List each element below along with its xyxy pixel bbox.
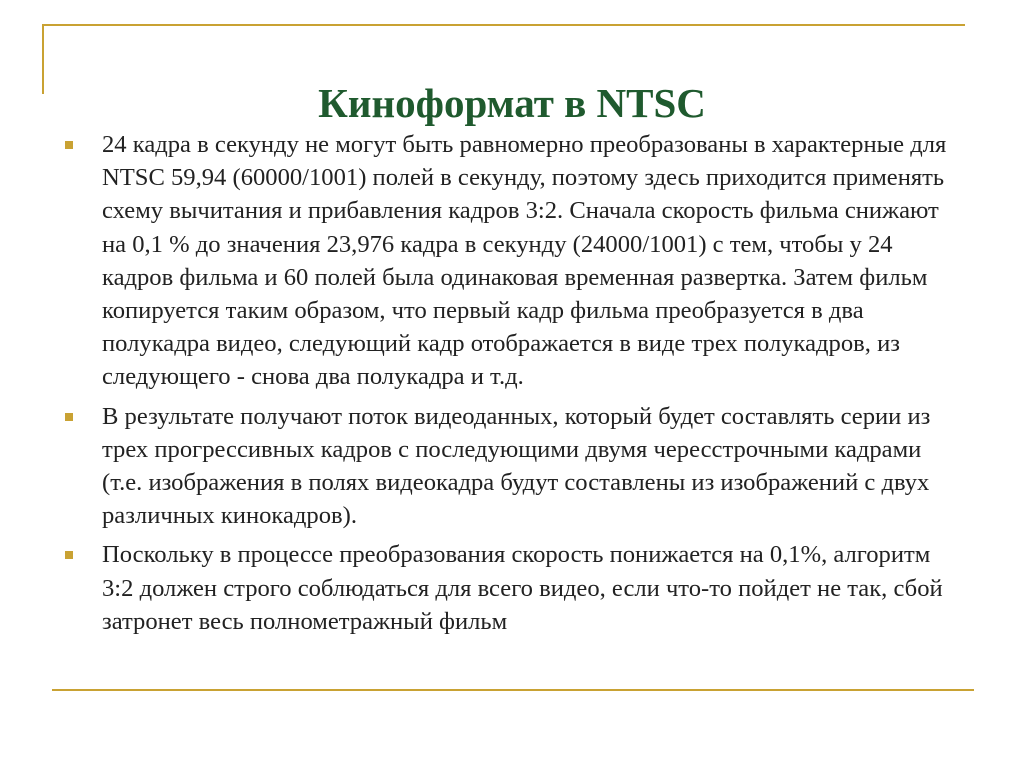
bullet-text: Поскольку в процессе преобразования скорость понижается на 0,1%, алгоритм 3:2 должен строго соблюдаться для всего видео, если что-то пойдет не так, сбой затронет весь полнометражный фильм (102, 541, 943, 635)
bullet-item (62, 400, 962, 533)
bullet-item (62, 538, 962, 638)
square-bullet-icon (65, 141, 73, 149)
top-border-line (42, 24, 965, 26)
square-bullet-icon (65, 551, 73, 559)
bullet-list (62, 128, 962, 644)
bullet-text: В результате получают поток видеоданных, который будет составлять серии из трех прогрессивных кадров с последующими двумя чересстрочными кадрами (т.е. изображения в полях видеокадра будут составлены из изображений с двух различных кинокадров). (102, 402, 931, 530)
bottom-border-line (52, 689, 974, 691)
bullet-item (62, 128, 962, 394)
bullet-text: 24 кадра в секунду не могут быть равномерно преобразованы в характерные для NTSC 59,94 (60000/1001) полей в секунду, поэтому здесь приходится применять схему вычитания и прибавления кадров 3:2. Сначала скорость фильма снижают на 0,1 % до значения 23,976 кадра в секунду (24000/1001) с тем, чтобы у 24 кадров фильма и 60 полей была одинаковая временная развертка. Затем фильм копируется таким образом, что первый кадр фильма преобразуется в два полукадра видео, следующий кадр отображается в виде трех полукадров, из следующего - снова два полукадра и т.д. (102, 131, 947, 391)
slide-title: Киноформат в NTSC (318, 80, 706, 127)
square-bullet-icon (65, 413, 73, 421)
